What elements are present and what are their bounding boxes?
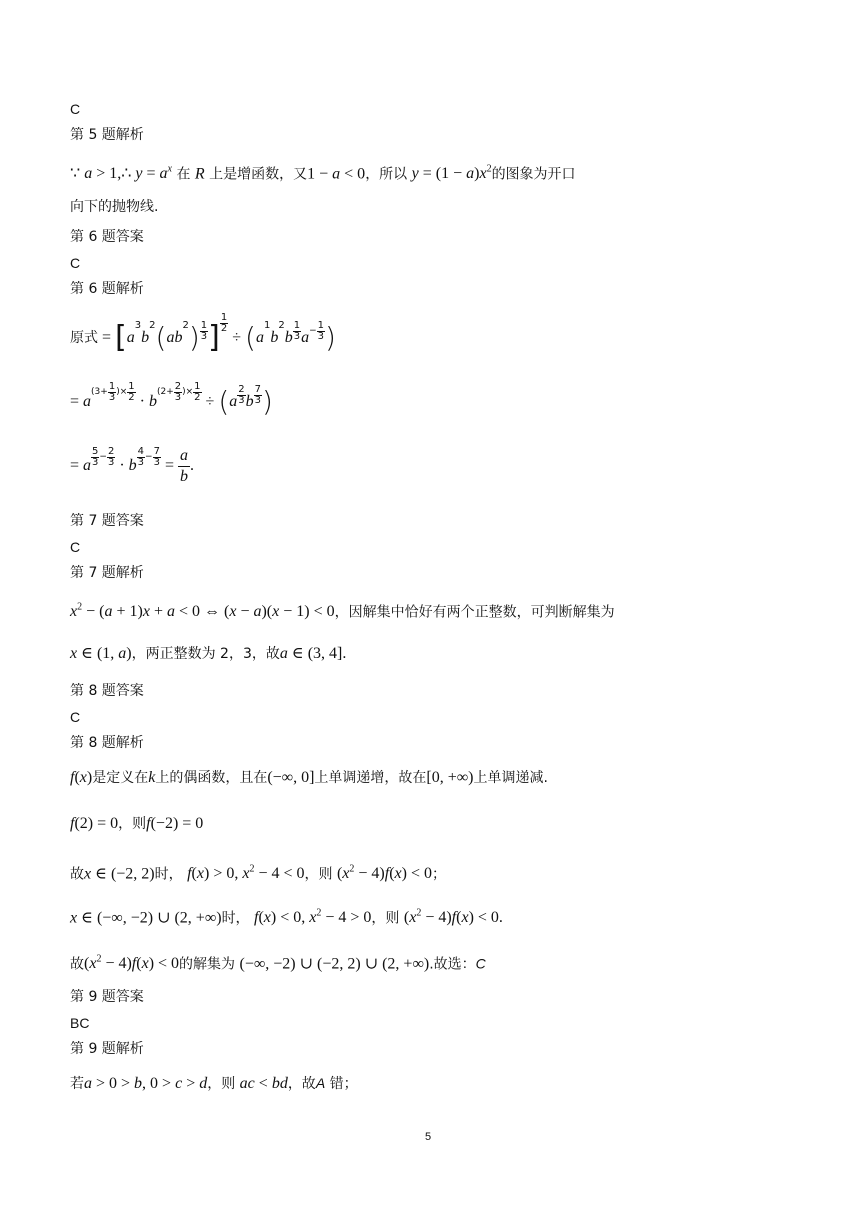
answer-5: C — [70, 101, 81, 117]
q8-analysis-line2: f(2) = 0，则f(−2) = 0 — [70, 815, 204, 832]
heading-q5-analysis: 第 5 题解析 — [70, 127, 144, 143]
q8-analysis-line3: 故x ∈ (−2, 2)时， f(x) > 0, $x^2 - 4 < 0$，则 $(x^2 - 4)f(x) < 0$； — [70, 864, 446, 883]
answer-8: C — [70, 709, 81, 725]
q7-analysis-line1: $x^2 - (a + 1)x + a < 0$ ⇔ (x − a)(x − 1) < 0，因解集中恰好有两个正整数，可判断解集为 — [70, 602, 615, 621]
q6-formula-line2: = a (3+ 1 3 )× 1 2 · b (2+ 2 3 )× 1 2 ÷ ( a 2 3 b 7 3 ) — [70, 380, 273, 418]
heading-q8-analysis: 第 8 题解析 — [70, 735, 144, 751]
q9-analysis-line1: 若a > 0 > b, 0 > c > d，则 ac < bd，故A 错； — [70, 1075, 358, 1092]
answer-6: C — [70, 255, 81, 271]
heading-q7-answer: 第 7 题答案 — [70, 513, 144, 529]
q6-formula-line3: = a 5 3 − 2 3 · b 4 3 − 7 3 = $\frac{a}{b}$ . — [70, 445, 194, 485]
heading-q9-analysis: 第 9 题解析 — [70, 1041, 144, 1057]
heading-q7-analysis: 第 7 题解析 — [70, 565, 144, 581]
q8-analysis-line4: x ∈ (−∞, −2) ∪ (2, +∞)时， f(x) < 0, $x^2 - 4 > 0$，则 $(x^2 - 4)f(x) < 0$. — [70, 908, 503, 927]
answer-9: BC — [70, 1015, 90, 1031]
q8-analysis-line5: 故$(x^2 - 4)f(x) < 0$的解集为 (−∞, −2) ∪ (−2, 2) ∪ (2, +∞).故选：C — [70, 954, 486, 973]
q6-formula-line1: 原式 = [ a 3 b 2 ( ab 2 ) 1 3 ] $\frac{1}{2}$ ÷ ( a 1 b 2 b 1 3 a − $\frac{1}{3}$ ) — [70, 311, 336, 355]
heading-q6-answer: 第 6 题答案 — [70, 229, 144, 245]
heading-q9-answer: 第 9 题答案 — [70, 989, 144, 1005]
q8-analysis-line1: f(x)是定义在k上的偶函数，且在(−∞, 0]上单调递增，故在[0, +∞)上单调递减. — [70, 769, 548, 786]
q5-analysis-line1: ∵ a > 1,∴ $y = a^x$ 在 R 上是增函数，又1 − a < 0，所以 $y = (1 - a)x^2$的图象为开口 — [70, 164, 576, 183]
heading-q8-answer: 第 8 题答案 — [70, 683, 144, 699]
answer-7: C — [70, 539, 81, 555]
q7-analysis-line2: x ∈ (1, a)，两正整数为 2，3，故a ∈ (3, 4]. — [70, 645, 347, 662]
heading-q6-analysis: 第 6 题解析 — [70, 281, 144, 297]
page-number: 5 — [425, 1131, 432, 1143]
q5-analysis-line2: 向下的抛物线. — [70, 199, 159, 215]
